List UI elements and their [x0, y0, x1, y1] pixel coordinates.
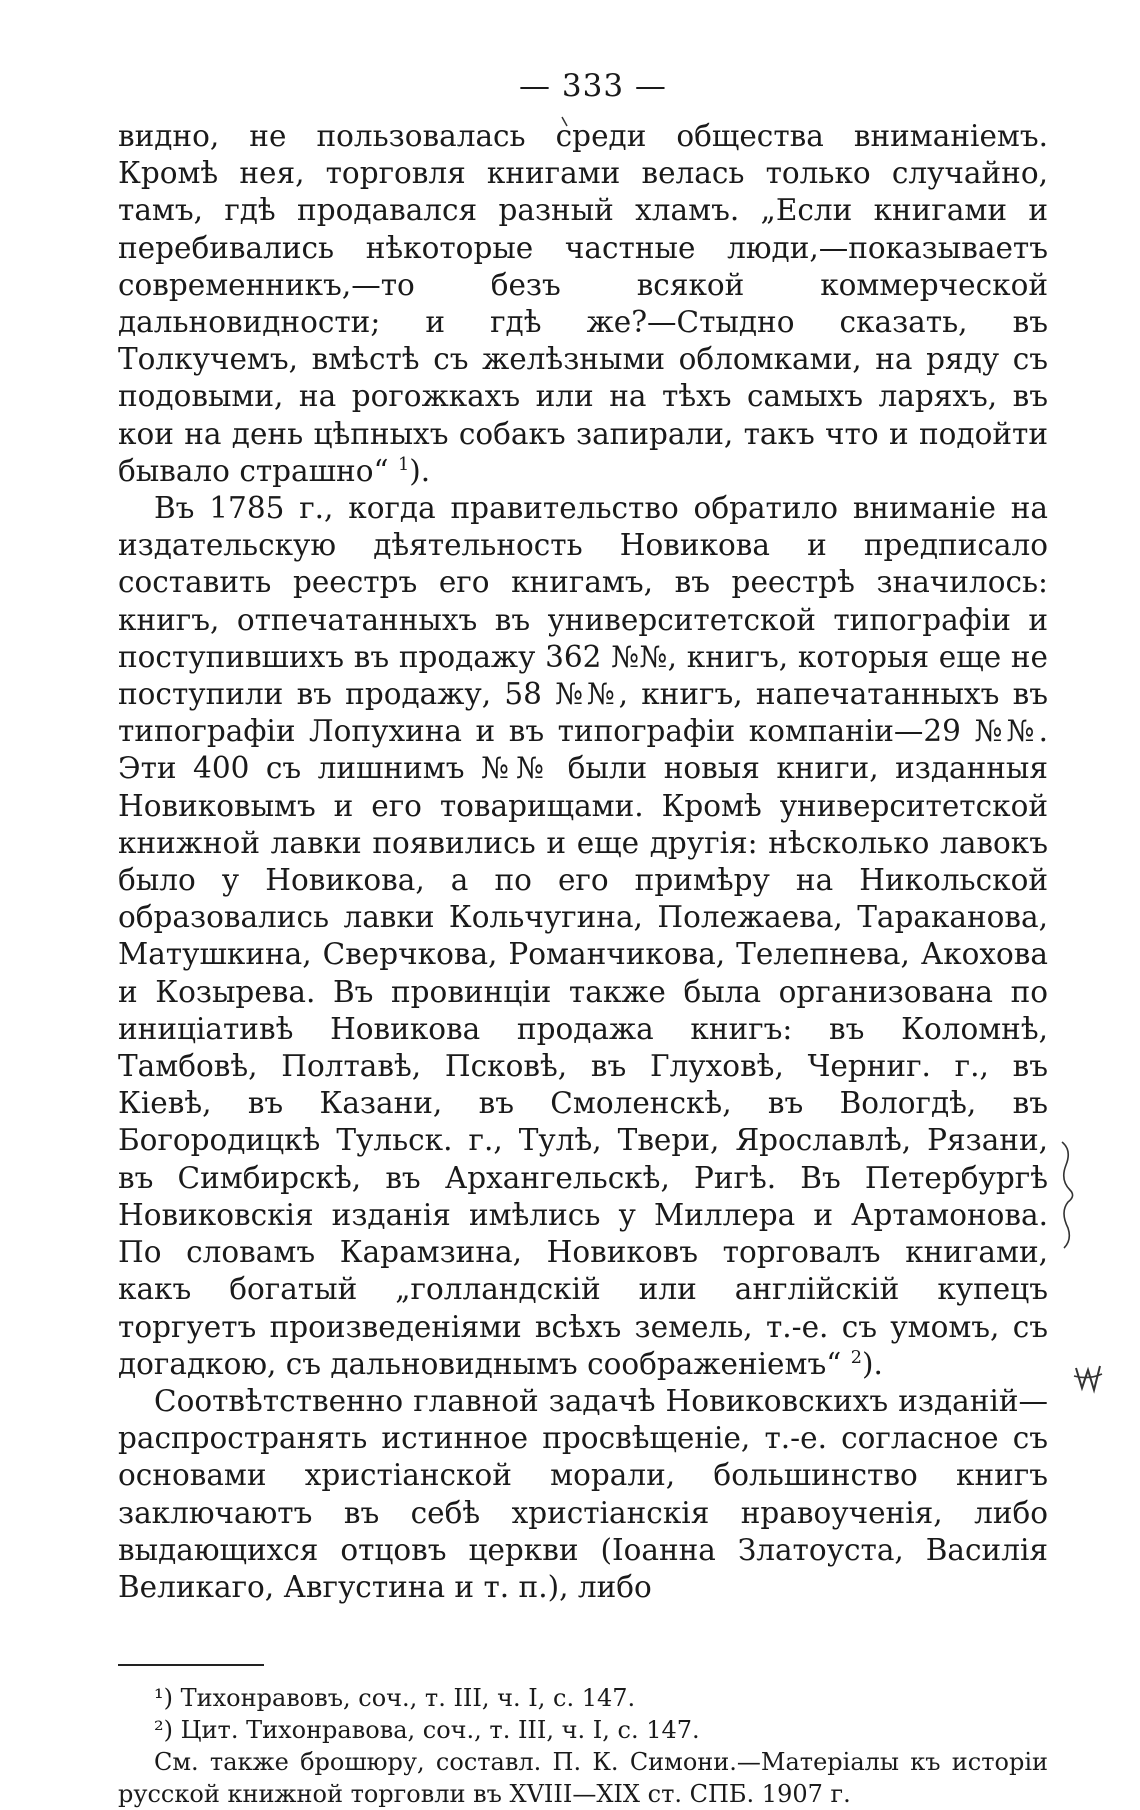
paragraph-2-text: Въ 1785 г., когда правительство обратило вниманіе на издательскую дѣятельность Новикова и предписало составить реестръ его книгамъ, въ реестрѣ значилось: книгъ, отпечатанныхъ въ университетской типографіи и поступившихъ въ продажу 362 №№, книгъ, которыя еще не поступили въ продажу, 58 №№, книгъ, напечатанныхъ въ типографіи Лопухина и въ типографіи компаніи—29 №№. Эти 400 съ лишнимъ №№ были новыя книги, изданныя Новиковымъ и его товарищами. Кромѣ университетской книжной лавки появились и еще другія: нѣсколько лавокъ было у Новикова, а по его примѣру на Никольской образовались лавки Кольчугина, Полежаева, Тараканова, Матушкина, Сверчкова, Романчикова, Телепнева, Акохова и Козырева. Въ провинціи также была организована по иниціативѣ Новикова продажа книгъ: въ Коломнѣ, Тамбовѣ, Полтавѣ, Псковѣ, въ Глуховѣ, Черниг. г., въ Кіевѣ, въ Казани, въ Смоленскѣ, въ Вологдѣ, въ Богородицкѣ Тульск. г., Тулѣ, Твери, Ярославлѣ, Рязани, въ Симбирскѣ, въ Архангельскѣ, Ригѣ. Въ Петербургѣ Новиковскія изданія имѣлись у Миллера и Артамонова. По словамъ Карамзина, Новиковъ торговалъ книгами, какъ богатый „голландскій или англійскій купецъ торгуетъ произведеніями всѣхъ земель, т.-е. съ умомъ, съ догадкою, съ дальновиднымъ соображеніемъ“: [118, 491, 1048, 1381]
footnote-3: См. также брошюру, составл. П. К. Симони.—Матеріалы къ исторіи русской книжной торговли въ XVIII—XIX ст. СПБ. 1907 г.: [118, 1748, 1048, 1809]
footnotes: [118, 1682, 1048, 1810]
margin-brace-mark: [1058, 1140, 1078, 1250]
paragraph-1-text: видно, не пользовалась среди общества вниманіемъ. Кромѣ нея, торговля книгами велась только случайно, тамъ, гдѣ продавался разный хламъ. „Если книгами и перебивались нѣкоторые частные люди,—показываетъ современникъ,—то безъ всякой коммерческой дальновидности; и гдѣ же?—Стыдно сказать, въ Толкучемъ, вмѣстѣ съ желѣзными обломками, на ряду съ подовыми, на рогожкахъ или на тѣхъ самыхъ ларяхъ, въ кои на день цѣпныхъ собакъ запирали, такъ что и подойти бывало страшно“: [118, 119, 1048, 488]
paragraph-3-text: Соотвѣтственно главной задачѣ Новиковскихъ изданій—распространять истинное просвѣщеніе, т.-е. согласное съ основами христіанской морали, большинство книгъ заключаютъ въ себѣ христіанскія нравоученія, либо выдающихся отцовъ церкви (Іоанна Златоуста, Василія Великаго, Августина и т. п.), либо: [118, 1383, 1048, 1604]
footnote-divider: [118, 1664, 264, 1666]
paragraph-2-end: ).: [861, 1346, 883, 1381]
page-number: — 333 —: [519, 68, 667, 104]
paragraph-1: [118, 118, 1048, 490]
margin-tick-mark: [560, 116, 570, 128]
margin-handwritten-mark: [1068, 1360, 1108, 1400]
footnote-ref-2: 2: [850, 1347, 862, 1368]
paragraph-2: [118, 490, 1048, 1383]
paragraph-1-end: ).: [409, 453, 431, 488]
paragraph-3: [118, 1383, 1048, 1606]
body-text: [118, 118, 1048, 1606]
footnote-ref-1: 1: [397, 455, 410, 475]
book-page: [118, 66, 1048, 1810]
footnote-1: ¹) Тихонравовъ, соч., т. III, ч. I, с. 147.: [154, 1684, 636, 1713]
footnote-2: ²) Цит. Тихонравова, соч., т. III, ч. I, с. 147.: [154, 1716, 700, 1745]
